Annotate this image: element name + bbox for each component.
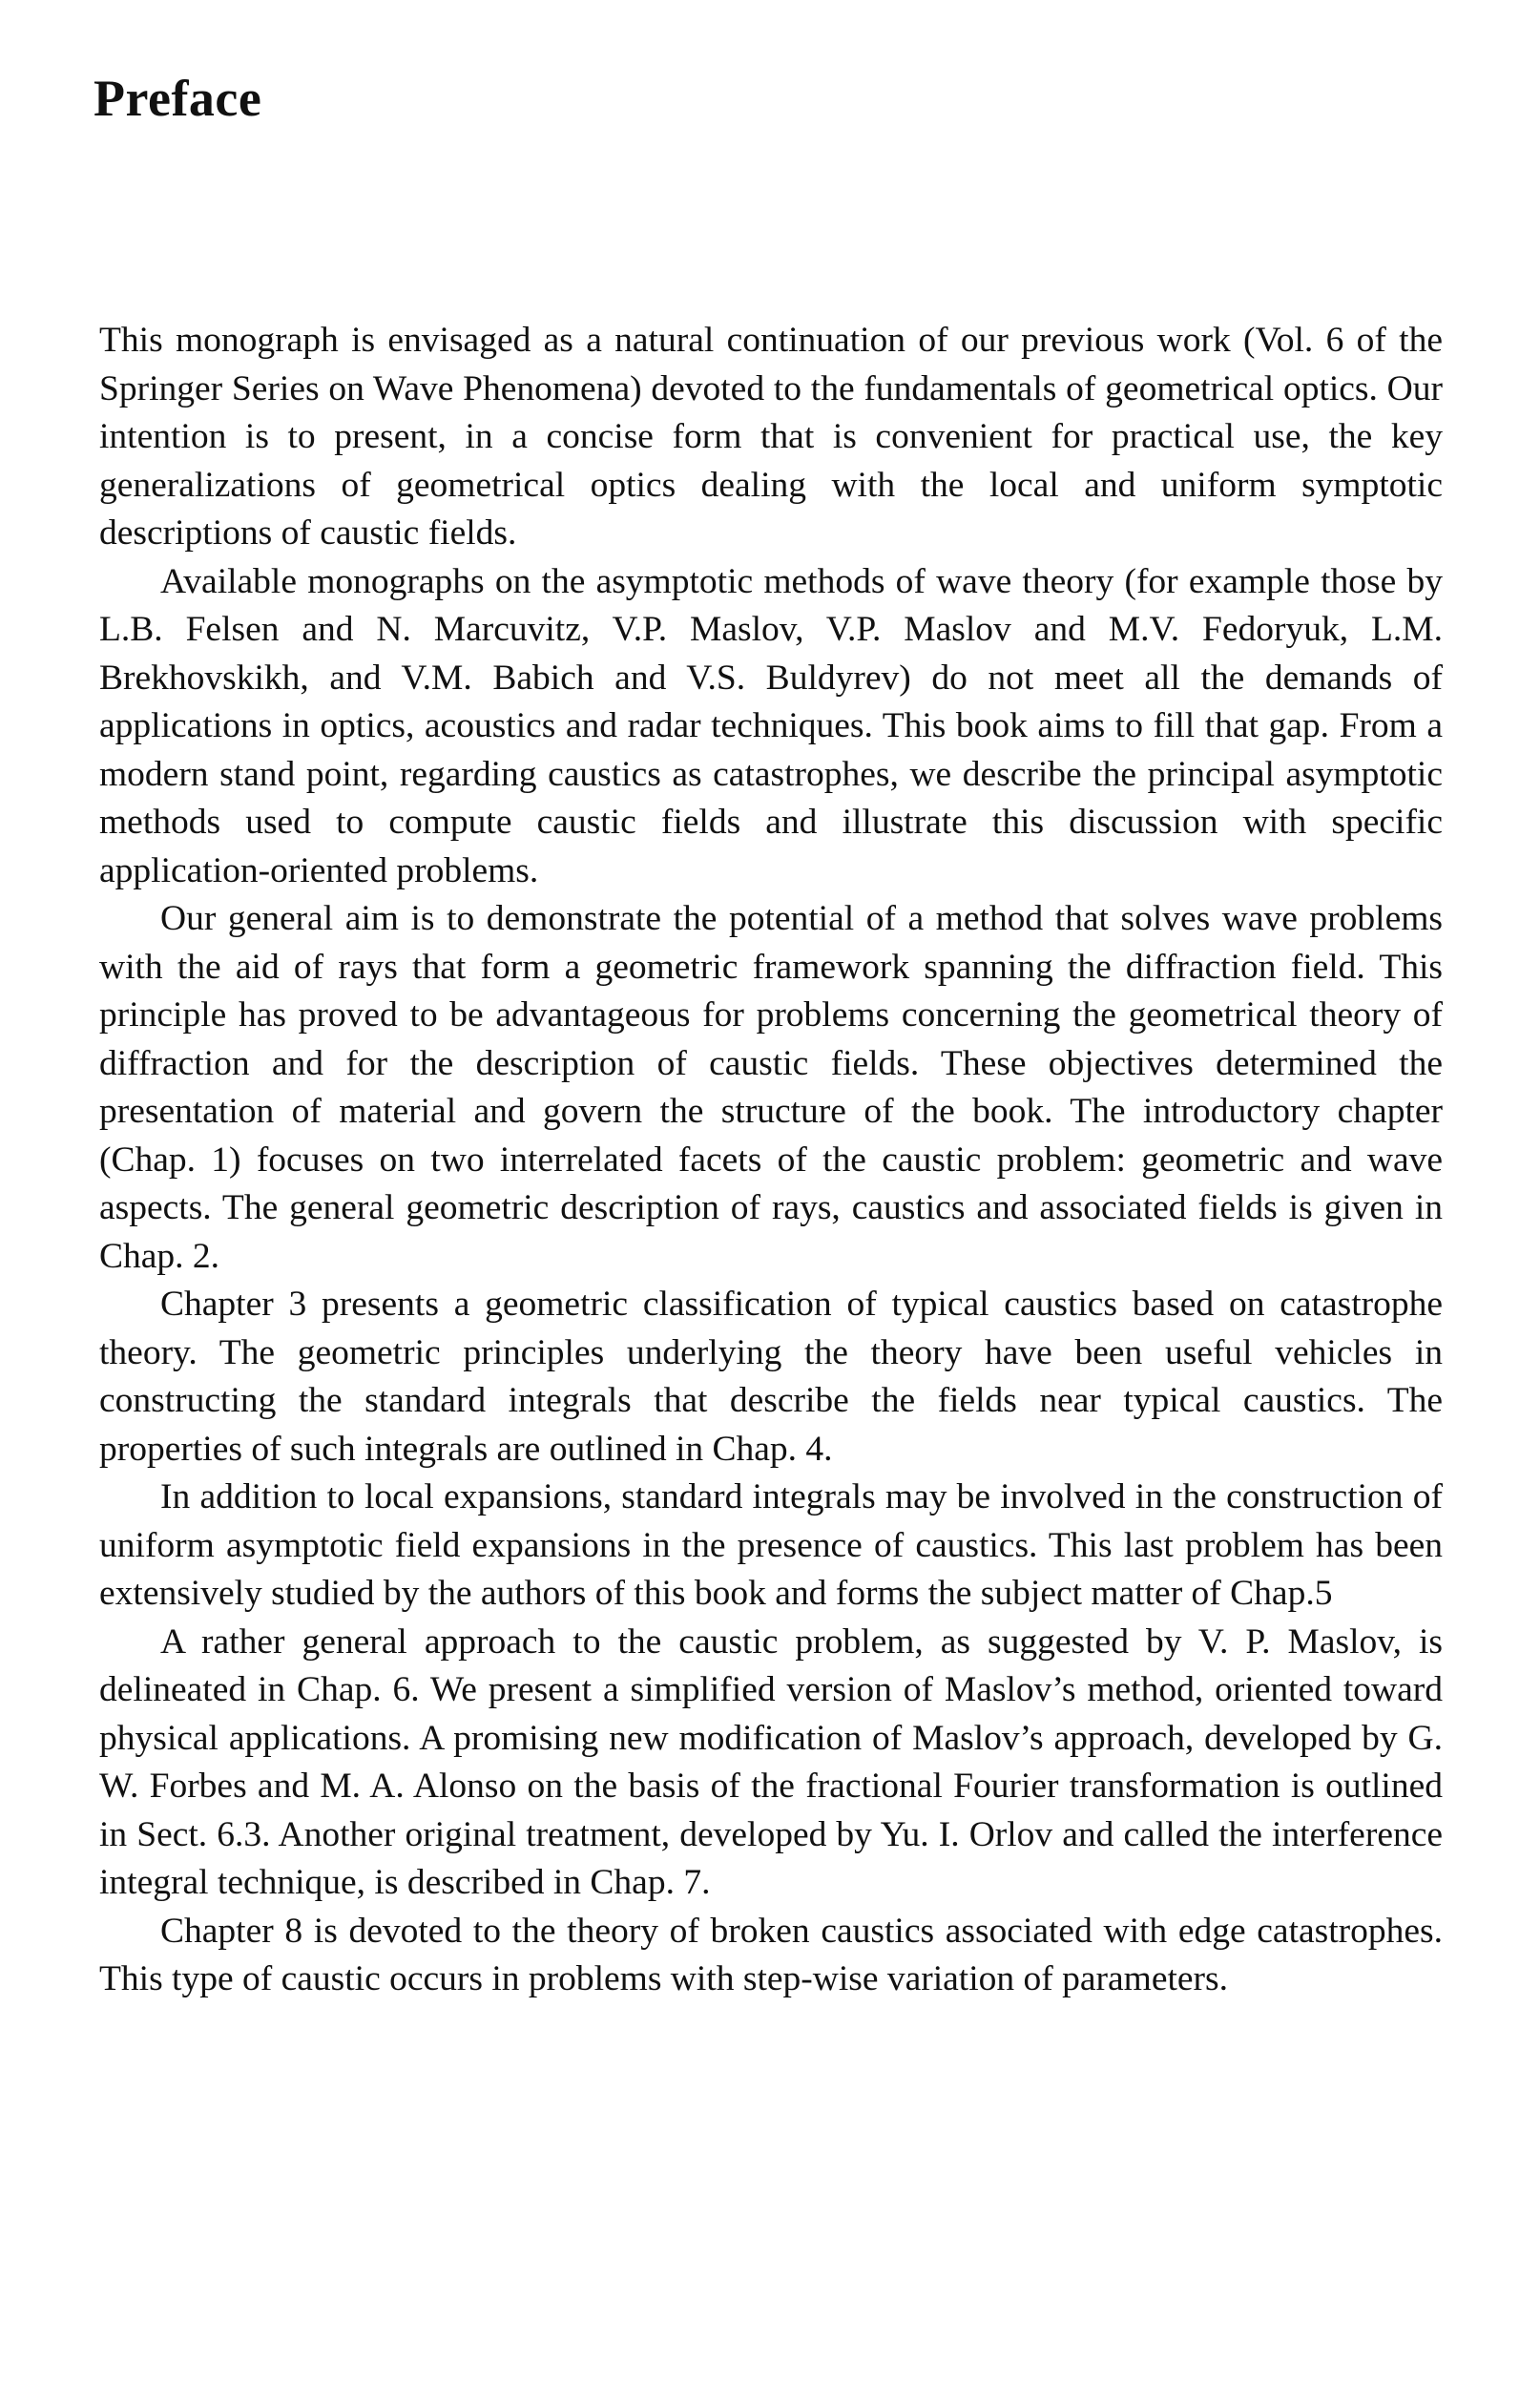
preface-body [99, 317, 1443, 2004]
paragraph: Chapter 8 is devoted to the theory of broken caustics associated with edge catastrophes. This type of caustic occurs in problems with step-wise variation of parameters. [99, 1911, 1443, 1998]
page-heading: Preface [94, 70, 262, 127]
paragraph: This monograph is envisaged as a natural continuation of our previous work (Vol. 6 of the Springer Series on Wave Phenomena) devoted to the fundamentals of geometrical optics. Our intention is to present, in a concise form that is convenient for practical use, the key generalizations of geometrical optics dealing with the local and uniform symptotic descriptions of caustic fields. [99, 321, 1443, 553]
paragraph: Available monographs on the asymptotic methods of wave theory (for example those by L.B. Felsen and N. Marcuvitz, V.P. Maslov, V.P. Maslov and M.V. Fedoryuk, L.M. Brekhovskikh, and V.M. Babich and V.S. Buldyrev) do not meet all the demands of applications in optics, acoustics and radar techniques. This book aims to fill that gap. From a modern stand point, regarding caustics as catastrophes, we describe the principal asymptotic methods used to compute caustic fields and illustrate this discussion with specific application-oriented problems. [99, 561, 1443, 890]
paragraph: Our general aim is to demonstrate the potential of a method that solves wave problems with the aid of rays that form a geometric framework spanning the diffraction field. This principle has proved to be advantageous for problems concerning the geometrical theory of diffraction and for the description of caustic fields. These objectives determined the presentation of material and govern the structure of the book. The introductory chapter (Chap. 1) focuses on two interrelated facets of the caustic problem: geometric and wave aspects. The general geometric description of rays, caustics and associated fields is given in Chap. 2. [99, 899, 1443, 1276]
paragraph: In addition to local expansions, standard integrals may be involved in the construction of uniform asymptotic field expansions in the presence of caustics. This last problem has been extensively studied by the authors of this book and forms the subject matter of Chap.5 [99, 1477, 1443, 1613]
paragraph: Chapter 3 presents a geometric classification of typical caustics based on catastrophe theory. The geometric principles underlying the theory have been useful vehicles in constructing the standard integrals that describe the fields near typical caustics. The properties of such integrals are outlined in Chap. 4. [99, 1285, 1443, 1469]
paragraph: A rather general approach to the caustic problem, as suggested by V. P. Maslov, is delineated in Chap. 6. We present a simplified version of Maslov’s method, oriented toward physical applications. A promising new modification of Maslov’s approach, developed by G. W. Forbes and M. A. Alonso on the basis of the fractional Fourier transformation is outlined in Sect. 6.3. Another original treatment, developed by Yu. I. Orlov and called the interference integral technique, is described in Chap. 7. [99, 1621, 1443, 1902]
